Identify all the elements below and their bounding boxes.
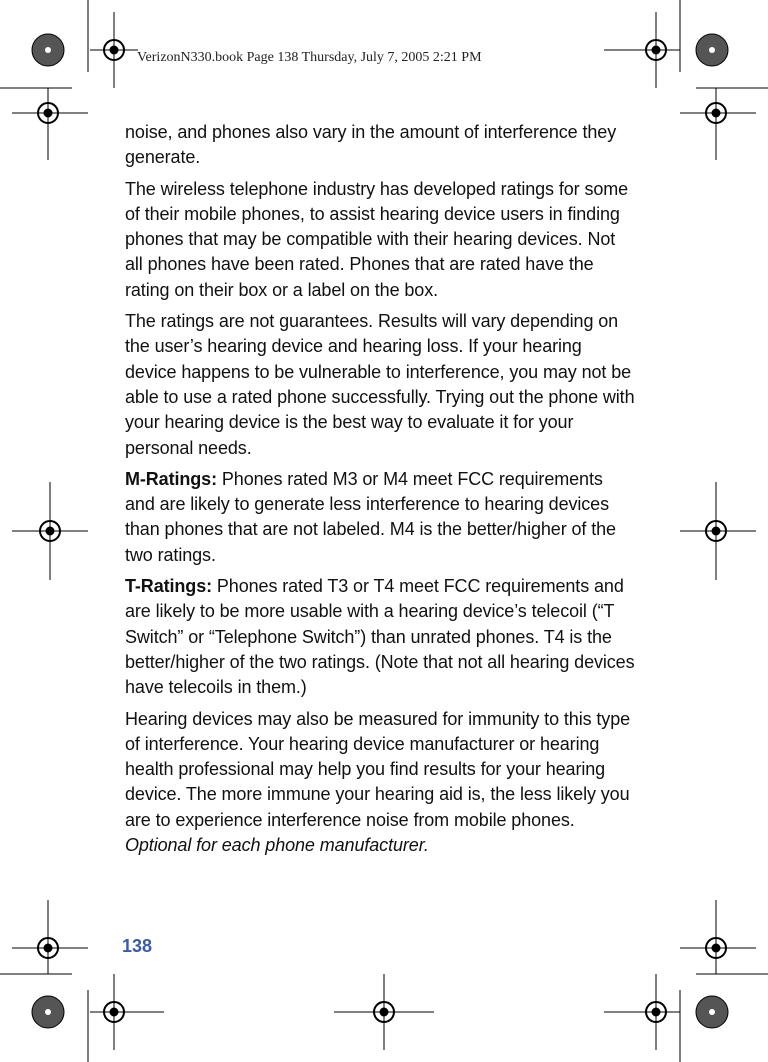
registration-mark bbox=[12, 900, 88, 974]
starburst-mark bbox=[32, 34, 64, 66]
m-ratings-paragraph bbox=[125, 467, 635, 568]
print-header: VerizonN330.book Page 138 Thursday, July 7, 2005 2:21 PM bbox=[137, 50, 482, 65]
registration-mark bbox=[90, 12, 138, 88]
starburst-mark bbox=[32, 996, 64, 1028]
paragraph: The wireless telephone industry has developed ratings for some of their mobile phones, to assist hearing device users in finding phones that may be compatible with their hearing devices. Not all phones have been rated. Phones that are rated have the rating on their box or a label on the box. bbox=[125, 178, 629, 300]
registration-mark bbox=[12, 88, 88, 160]
manufacturer-note: Optional for each phone manufacturer. bbox=[125, 835, 429, 856]
t-ratings-paragraph bbox=[125, 574, 635, 700]
registration-mark bbox=[680, 482, 756, 580]
m-ratings-text: Phones rated M3 or M4 meet FCC requirements and are likely to generate less interference to hearing devices than phones that are not labeled. M4 is the better/higher of the two ratings. bbox=[125, 468, 616, 565]
paragraph: The ratings are not guarantees. Results will vary depending on the user’s hearing device and hearing loss. If your hearing device happens to be vulnerable to interference, you may not be able to use a rated phone successfully. Trying out the phone with your hearing device is the best way to evaluate it for your personal needs. bbox=[125, 311, 635, 458]
registration-mark bbox=[604, 974, 680, 1050]
immunity-paragraph bbox=[125, 707, 635, 859]
starburst-mark bbox=[696, 34, 728, 66]
m-ratings-label: M-Ratings: bbox=[125, 468, 217, 489]
starburst-mark bbox=[696, 996, 728, 1028]
t-ratings-label: T-Ratings: bbox=[125, 576, 212, 597]
page-number: 138 bbox=[122, 936, 153, 956]
registration-mark bbox=[334, 974, 434, 1050]
registration-mark bbox=[680, 88, 756, 160]
t-ratings-text: Phones rated T3 or T4 meet FCC requirements and are likely to be more usable with a hearing device’s telecoil (“T Switch” or “Telephone Switch”) than unrated phones. T4 is the better/higher of the two ratings. (Note that not all hearing devices have telecoils in them.) bbox=[125, 576, 635, 698]
registration-mark bbox=[680, 900, 756, 974]
page-content bbox=[125, 120, 635, 864]
paragraph: noise, and phones also vary in the amount of interference they generate. bbox=[125, 122, 617, 168]
registration-mark bbox=[604, 12, 680, 88]
immunity-text: Hearing devices may also be measured for immunity to this type of interference. Your hearing device manufacturer or hearing health professional may help you find results for your hearing device. The more immune your hearing aid is, the less likely you are to experience interference noise from mobile phones. bbox=[125, 708, 631, 830]
registration-mark bbox=[90, 974, 164, 1050]
registration-mark bbox=[12, 482, 88, 580]
